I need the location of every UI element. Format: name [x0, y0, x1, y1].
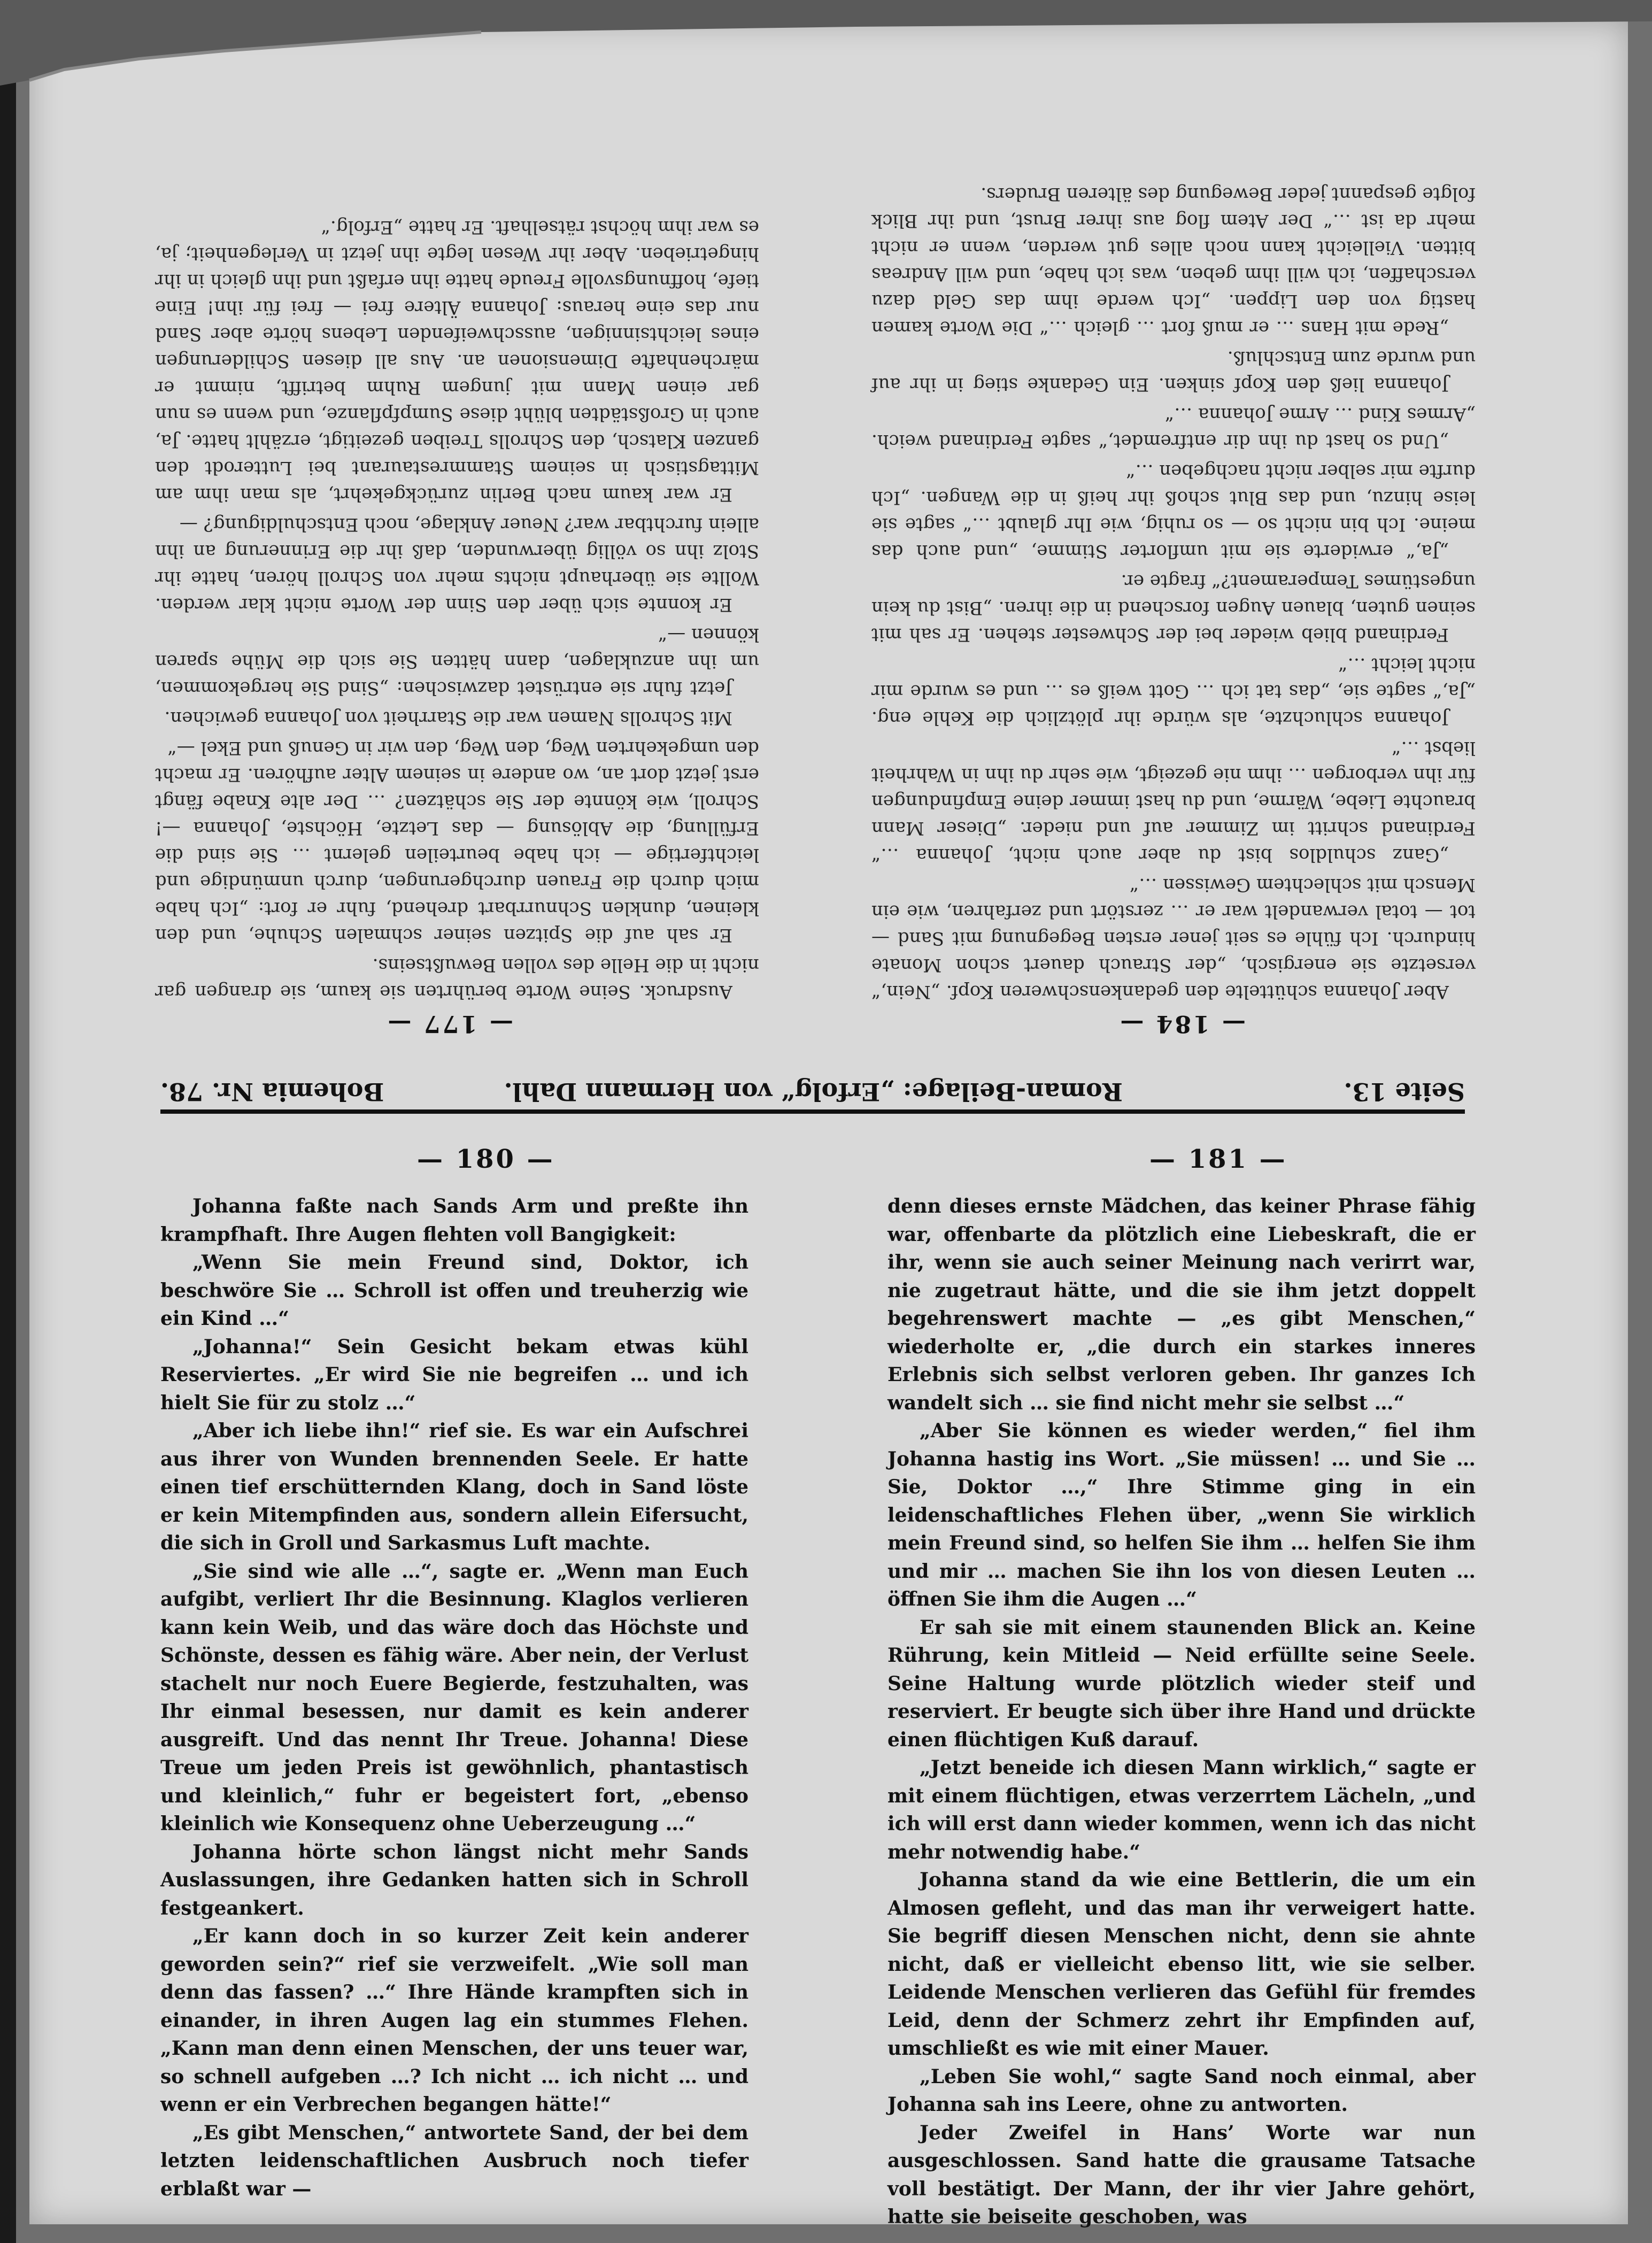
- paragraph: Er konnte sich über den Sinn der Worte nicht klar werden. Wollte sie überhaupt nichts mehr von Schroll hören, hatte ihr Stolz ihn so völlig überwunden, daß ihr die Erinnerung an ihn allein furchtbar war? Neuer Anklage, noch Entschuldigung? —: [155, 514, 759, 615]
- paragraph: „Sie sind wie alle …“, sagte er. „Wenn man Euch aufgibt, verliert Ihr die Besinnung. Klaglos verlieren kann kein Weib, und das wäre doch das Höchste und Schönste, dessen es fähig wäre. Aber nein, der Verlust stachelt nur noch Euere Begierde, festzuhalten, was Ihr einmal besessen, nur damit es kein anderer ausgreift. Und das nennt Ihr Treue. Johanna! Diese Treue um jeden Preis ist gewöhnlich, phantastisch und kleinlich,“ fuhr er begeistert fort, „ebenso kleinlich wie Konsequenz ohne Ueberzeugung …“: [160, 1560, 748, 1835]
- paragraph: Jetzt fuhr sie entrüstet dazwischen: „Sind Sie hergekommen, um ihn anzuklagen, dann hätten Sie sich die Mühe sparen können —“: [155, 624, 759, 699]
- paragraph: Er sah sie mit einem staunenden Blick an. Keine Rührung, kein Mitleid — Neid erfüllte seine Seele. Seine Haltung wurde plötzlich wieder steif und reserviert. Er beugte sich über ihre Hand und drückte einen flüchtigen Kuß darauf.: [887, 1616, 1476, 1751]
- header-issue: Bohemia Nr. 78.: [160, 1077, 384, 1106]
- paragraph: „Rede mit Hans … er muß fort … gleich …“ Die Worte kamen hastig von den Lippen. „Ich werde ihm das Geld dazu verschaffen, ich will ihm geben, was ich habe, und will Andreas bitten. Vielleicht kann noch alles gut werden, wenn er nicht mehr da ist …“ Der Atem flog aus ihrer Brust, und ihr Blick folgte gespannt jeder Bewegung des älteren Bruders.: [871, 183, 1476, 338]
- right-text-column: [887, 1192, 1476, 2231]
- paragraph: Mit Schrolls Namen war die Starrheit von Johanna gewichen.: [164, 707, 732, 729]
- page-number-180: — 180 —: [417, 1144, 555, 1174]
- scan-left-edge: [0, 0, 16, 2243]
- left-text-column: [160, 1192, 748, 2203]
- upside-down-right-column: [155, 211, 759, 1005]
- paragraph: „Er kann doch in so kurzer Zeit kein anderer geworden sein?“ rief sie verzweifelt. „Wie soll man denn das fassen? …“ Ihre Hände krampften sich in einander, in ihren Augen lag ein stummes Flehen. „Kann man denn einen Menschen, der uns teuer war, so schnell aufgeben …? Ich nicht … ich nicht … und wenn er ein Verbrechen begangen hätte!“: [160, 1925, 748, 2116]
- torn-paper-edge: [0, 0, 1652, 107]
- paragraph: Aber Johanna schüttelte den gedankenschweren Kopf. „Nein,“ versetzte sie energisch, „der Strauch dauert schon Monate hindurch. Ich fühle es seit jener ersten Begegnung mit Sand — tot — total verwandelt war er … zerstört und zerfahren, wie ein Mensch mit schlechtem Gewissen …“: [871, 874, 1476, 1003]
- running-header: [160, 1072, 1465, 1114]
- paragraph: Johanna schluchzte, als würde ihr plötzlich die Kehle eng. „Ja,“ sagte sie, „das tat ich … Gott weiß es … und es wurde mir nicht leicht …“: [871, 654, 1476, 729]
- paragraph: „Ganz schuldlos bist du aber auch nicht, Johanna …“ Ferdinand schritt im Zimmer auf und nieder. „Dieser Mann brauchte Liebe, Wärme, und du hast immer deine Empfindungen für ihn verborgen … ihm nie gezeigt, wie sehr du ihn in Wahrheit liebst …“: [871, 737, 1476, 866]
- upside-down-section: [155, 96, 1476, 1037]
- paragraph: Ausdruck. Seine Worte berührten sie kaum, sie drangen gar nicht in die Helle des vollen Bewußtseins.: [155, 954, 759, 1003]
- paragraph: Johanna faßte nach Sands Arm und preßte ihn krampfhaft. Ihre Augen flehten voll Bangigkeit:: [160, 1195, 748, 1246]
- page-number-181: — 181 —: [1149, 1144, 1287, 1174]
- paragraph: Jeder Zweifel in Hans’ Worte war nun ausgeschlossen. Sand hatte die grausame Tatsache voll bestätigt. Der Mann, der ihr vier Jahre gehört, hatte sie beiseite geschoben, was: [887, 2121, 1476, 2228]
- paragraph: „Ja,“ erwiderte sie mit umflorter Stimme, „und auch das meine. Ich bin nicht so — so ruhig, wie Ihr glaubt …“ sagte sie leise hinzu, und das Blut schoß ihr heiß in die Wangen. „Ich durfte mir selber nicht nachgeben …“: [871, 460, 1476, 562]
- paragraph: denn dieses ernste Mädchen, das keiner Phrase fähig war, offenbarte da plötzlich eine Liebeskraft, die er ihr, wenn sie auch seiner Meinung nach verirrt war, nie zugetraut hätte, und die sie ihm jetzt doppelt begehrenswert machte — „es gibt Menschen,“ wiederholte er, „die durch ein starkes inneres Erlebnis sich selbst verloren geben. Ihr ganzes Ich wandelt sich … sie find nicht mehr sie selbst …“: [887, 1195, 1476, 1414]
- paragraph: „Und so hast du ihn dir entfremdet,“ sagte Ferdinand weich. „Armes Kind … Arme Johanna …“: [871, 404, 1476, 452]
- paragraph: „Leben Sie wohl,“ sagte Sand noch einmal, aber Johanna sah ins Leere, ohne zu antworten.: [887, 2065, 1476, 2116]
- paragraph: Johanna ließ den Kopf sinken. Ein Gedanke stieg in ihr auf und wurde zum Entschluß.: [871, 347, 1476, 395]
- paragraph: Ferdinand blieb wieder bei der Schwester stehen. Er sah mit seinen guten, blauen Augen forschend in die ihren. „Bist du kein ungestümes Temperament?“ fragte er.: [871, 571, 1476, 645]
- paragraph: Er sah auf die Spitzen seiner schmalen Schuhe, und den kleinen, dunklen Schnurrbart drehend, fuhr er fort: „Ich habe mich durch die Frauen durchgerungen, durch unmündige und leichtfertige — ich habe beurteilen gelernt … Sie sind die Erfüllung, die Ablösung — das Letzte, Höchste, Johanna —! Schroll, wie könnte der Sie schätzen? … Der alte Knabe fängt erst jetzt dort an, wo andere in seinem Alter aufhören. Er macht den umgekehrten Weg, den Weg, den wir in Genuß und Ekel —“: [155, 737, 759, 946]
- page-number-184: — 184 —: [1118, 1010, 1246, 1037]
- paragraph: „Es gibt Menschen,“ antwortete Sand, der bei dem letzten leidenschaftlichen Ausbruch noch tiefer erblaßt war —: [160, 2121, 748, 2200]
- paragraph: Johanna hörte schon längst nicht mehr Sands Auslassungen, ihre Gedanken hatten sich in Schroll festgeankert.: [160, 1840, 748, 1920]
- paragraph: „Wenn Sie mein Freund sind, Doktor, ich beschwöre Sie … Schroll ist offen und treuherzig wie ein Kind …“: [160, 1251, 748, 1330]
- upside-down-left-column: [871, 178, 1476, 1005]
- paragraph: „Johanna!“ Sein Gesicht bekam etwas kühl Reserviertes. „Er wird Sie nie begreifen … und ich hielt Sie für zu stolz …“: [160, 1335, 748, 1414]
- paragraph: „Aber Sie können es wieder werden,“ fiel ihm Johanna hastig ins Wort. „Sie müssen! … und Sie … Sie, Doktor …,“ Ihre Stimme ging in ein leidenschaftliches Flehen über, „wenn Sie wirklich mein Freund sind, so helfen Sie ihm … helfen Sie ihm und mir … machen Sie ihn los von diesen Leuten … öffnen Sie ihm die Augen …“: [887, 1420, 1476, 1610]
- paragraph: „Aber ich liebe ihn!“ rief sie. Es war ein Aufschrei aus ihrer von Wunden brennenden Seele. Er hatte einen tief erschütternden Klang, doch in Sand löste er kein Mitempfinden aus, sondern allein Eifersucht, die sich in Groll und Sarkasmus Luft machte.: [160, 1420, 748, 1554]
- page-number-177: — 177 —: [385, 1010, 513, 1037]
- paragraph: Johanna stand da wie eine Bettlerin, die um ein Almosen gefleht, und das man ihr verweigert hatte. Sie begriff diesen Menschen nicht, denn sie ahnte nicht, daß er vielleicht ebenso litt, wie sie selber. Leidende Menschen verlieren das Gefühl für fremdes Leid, denn der Schmerz zehrt ihr Empfinden auf, umschließt es wie mit einer Mauer.: [887, 1869, 1476, 2060]
- header-page-label: Seite 13.: [1344, 1077, 1465, 1106]
- header-title: Roman-Beilage: „Erfolg“ von Hermann Dahl.: [504, 1077, 1123, 1106]
- paragraph: „Jetzt beneide ich diesen Mann wirklich,“ sagte er mit einem flüchtigen, etwas verzerrtem Lächeln, „und ich will erst dann wieder kommen, wenn ich das nicht mehr notwendig habe.“: [887, 1756, 1476, 1863]
- paragraph: Er war kaum nach Berlin zurückgekehrt, als man ihm am Mittagstisch in seinem Stammrestaurant bei Lutterodt den ganzen Klatsch, den Schrolls Treiben gezeitigt, erzählt hatte. Ja, auch in Großstädten blüht diese Sumpfpflanze, und wenn es nun gar einen Mann mit jungem Ruhm betrifft, nimmt er märchenhafte Dimensionen an. Aus all diesen Schilderungen eines leichtsinnigen, ausschweifenden Lebens hörte aber Sand nur das eine heraus: Johanna Ältere frei — frei für ihn! Eine tiefe, hoffnungsvolle Freude hatte ihn erfaßt und ihn gleich in ihr hingetrieben. Aber ihr Wesen legte ihn jetzt in Verlegenheit; ja, es war ihm höchst rätselhaft. Er hatte „Erfolg.“: [155, 217, 759, 505]
